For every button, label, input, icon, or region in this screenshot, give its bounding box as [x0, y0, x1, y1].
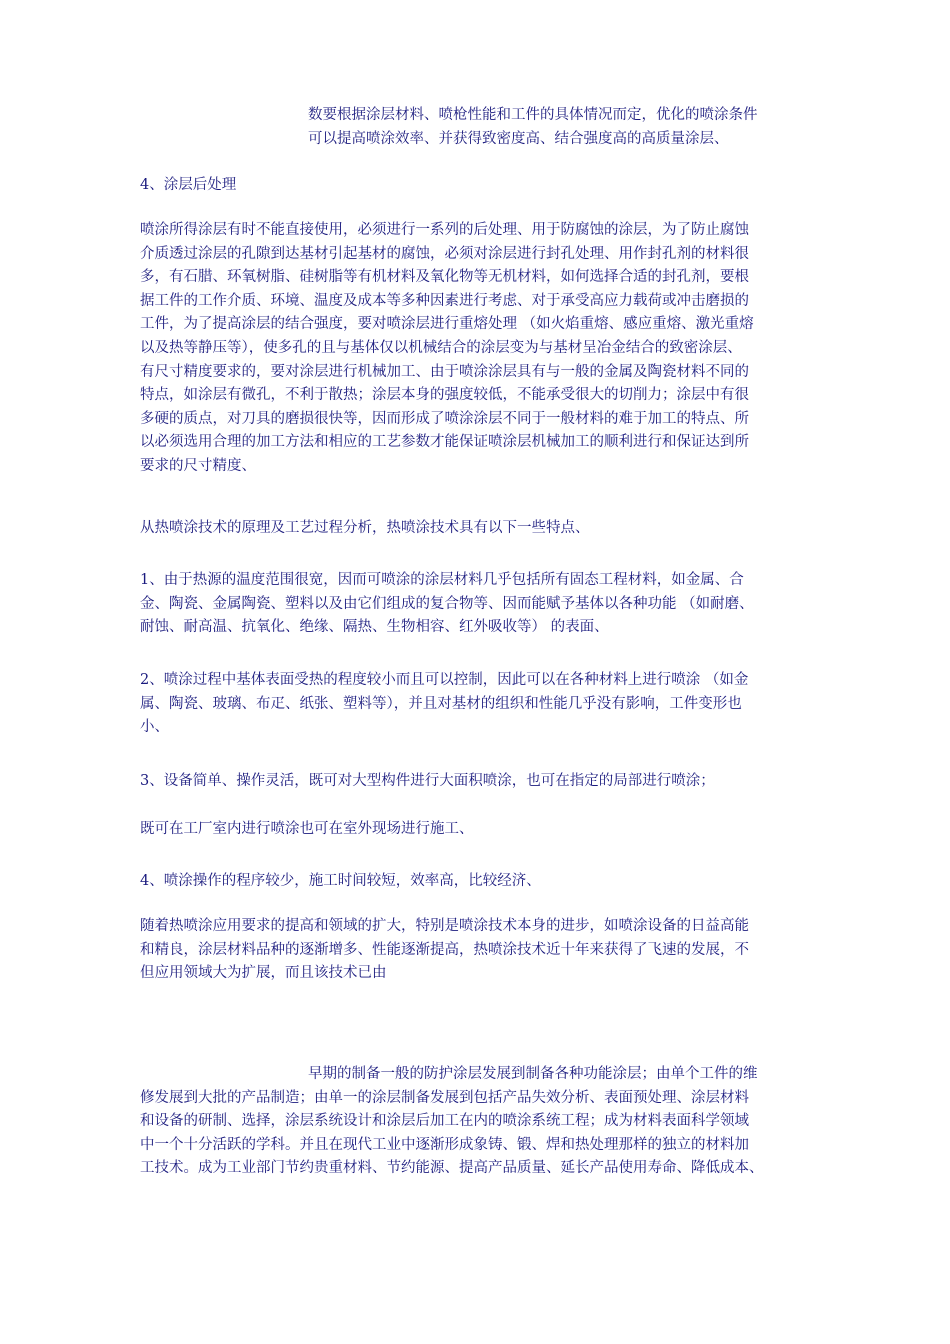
text-line: 但应用领域大为扩展，而且该技术已由	[140, 965, 387, 982]
text-line: 小、	[140, 719, 169, 736]
text-line: 以及热等静压等），使多孔的且与基体仅以机械结合的涂层变为与基材呈冶金结合的致密涂层、	[140, 339, 742, 356]
text-line: 金、陶瓷、金属陶瓷、塑料以及由它们组成的复合物等、因而能赋予基体以各种功能 （如耐磨、	[140, 595, 754, 612]
text-line: 据工件的工作介质、环境、温度及成本等多种因素进行考虑、对于承受高应力载荷或冲击磨损的	[140, 292, 749, 309]
text-line: 介质透过涂层的孔隙到达基材引起基材的腐蚀，必须对涂层进行封孔处理、用作封孔剂的材料很	[140, 245, 749, 262]
feature-item-4: 4、喷涂操作的程序较少，施工时间较短，效率高，比较经济、	[140, 873, 541, 889]
feature-item-3-continued: 既可在工厂室内进行喷涂也可在室外现场进行施工、	[140, 821, 474, 837]
text-line: 2、喷涂过程中基体表面受热的程度较小而且可以控制，因此可以在各种材料上进行喷涂 （如金	[140, 672, 749, 688]
features-intro: 从热喷涂技术的原理及工艺过程分析，热喷涂技术具有以下一些特点、	[140, 520, 590, 536]
text-line: 多硬的质点，对刀具的磨损很快等，因而形成了喷涂涂层不同于一般材料的难于加工的特点、所	[140, 410, 749, 427]
feature-item-1	[140, 569, 820, 640]
text-line: 早期的制备一般的防护涂层发展到制备各种功能涂层；由单个工件的维	[308, 1066, 758, 1082]
feature-item-3: 3、设备简单、操作灵活，既可对大型构件进行大面积喷涂，也可在指定的局部进行喷涂；	[140, 773, 715, 789]
text-line: 随着热喷涂应用要求的提高和领域的扩大，特别是喷涂技术本身的进步，如喷涂设备的日益高能	[140, 918, 749, 934]
text-line: 多，有石腊、环氧树脂、硅树脂等有机材料及氧化物等无机材料，如何选择合适的封孔剂，要根	[140, 269, 749, 286]
text-line: 修发展到大批的产品制造；由单一的涂层制备发展到包括产品失效分析、表面预处理、涂层材料	[140, 1089, 749, 1106]
text-line: 有尺寸精度要求的，要对涂层进行机械加工、由于喷涂涂层具有与一般的金属及陶瓷材料不同的	[140, 363, 749, 380]
top-paragraph	[308, 104, 828, 151]
text-line: 要求的尺寸精度、	[140, 457, 256, 474]
bottom-paragraph	[140, 1063, 820, 1181]
text-line: 以必须选用合理的加工方法和相应的工艺参数才能保证喷涂层机械加工的顺利进行和保证达到所	[140, 434, 749, 451]
section-heading: 4、涂层后处理	[140, 177, 237, 193]
post-treatment-paragraph	[140, 219, 820, 479]
text-line: 工件，为了提高涂层的结合强度，要对喷涂层进行重熔处理 （如火焰重熔、感应重熔、激光重熔	[140, 316, 754, 333]
text-line: 和精良，涂层材料品种的逐渐增多、性能逐渐提高，热喷涂技术近十年来获得了飞速的发展，不	[140, 941, 749, 958]
text-line: 1、由于热源的温度范围很宽，因而可喷涂的涂层材料几乎包括所有固态工程材料，如金属、合	[140, 572, 744, 588]
text-line: 可以提高喷涂效率、并获得致密度高、结合强度高的高质量涂层、	[308, 130, 729, 147]
text-line: 喷涂所得涂层有时不能直接使用，必须进行一系列的后处理、用于防腐蚀的涂层，为了防止腐蚀	[140, 222, 749, 238]
text-line: 中一个十分活跃的学科。并且在现代工业中逐渐形成象铸、锻、焊和热处理那样的独立的材料加	[140, 1136, 749, 1153]
text-line: 耐蚀、耐高温、抗氧化、绝缘、隔热、生物相容、红外吸收等） 的表面、	[140, 619, 609, 636]
text-line: 工技术。成为工业部门节约贵重材料、节约能源、提高产品质量、延长产品使用寿命、降低成本、	[140, 1160, 764, 1177]
development-paragraph	[140, 915, 820, 986]
text-line: 数要根据涂层材料、喷枪性能和工件的具体情况而定，优化的喷涂条件	[308, 107, 758, 123]
text-line: 和设备的研制、选择，涂层系统设计和涂层后加工在内的喷涂系统工程；成为材料表面科学领域	[140, 1113, 749, 1130]
text-line: 属、陶瓷、玻璃、布疋、纸张、塑料等），并且对基材的组织和性能几乎没有影响，工件变形也	[140, 695, 742, 712]
feature-item-2	[140, 669, 820, 740]
text-line: 特点，如涂层有微孔，不利于散热；涂层本身的强度较低，不能承受很大的切削力；涂层中有很	[140, 387, 749, 404]
